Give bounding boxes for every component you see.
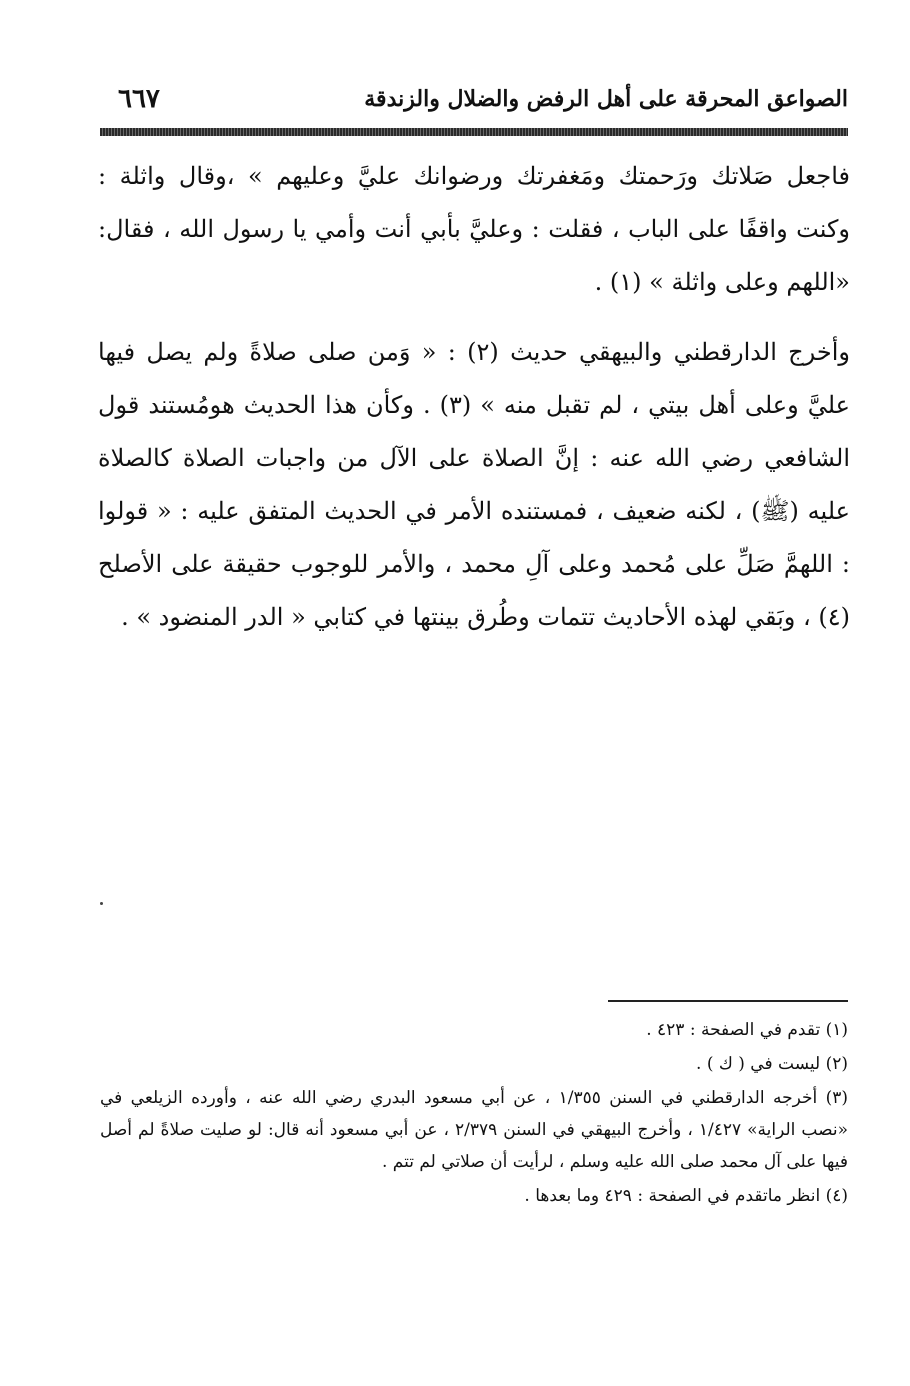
footnote: (١) تقدم في الصفحة : ٤٢٣ .: [646, 1020, 848, 1040]
page-header: [100, 82, 848, 122]
stray-mark: [100, 902, 103, 905]
main-text: [98, 150, 850, 644]
footnote: (٤) انظر ماتقدم في الصفحة : ٤٢٩ وما بعدها .: [524, 1186, 848, 1206]
header-rule: [100, 128, 848, 136]
page-number: ٦٦٧: [118, 84, 160, 114]
paragraph: وأخرج الدارقطني والبيهقي حديث (٢) : « وَمن صلى صلاةً ولم يصل فيها عليَّ وعلى أهل بيتي ، لم تقبل منه » (٣) . وكأن هذا الحديث هومُستند قول الشافعي رضي الله عنه : إنَّ الصلاة على الآل من واجبات الصلاة كالصلاة عليه (ﷺ) ، لكنه ضعيف ، فمستنده الأمر في الحديث المتفق عليه : « قولوا : اللهمَّ صَلِّ على مُحمد وعلى آلِ محمد ، والأمر للوجوب حقيقة على الأصلح (٤) ، وبَقي لهذه الأحاديث تتمات وطُرق بينتها في كتابي « الدر المنضود » .: [98, 338, 851, 631]
footnote: (٢) ليست في ( ك ) .: [696, 1054, 848, 1074]
running-title: الصواعق المحرقة على أهل الرفض والضلال والزندقة: [364, 86, 848, 112]
paragraph: فاجعل صَلاتك ورَحمتك ومَغفرتك ورضوانك عليَّ وعليهم » ،وقال واثلة : وكنت واقفًا على الباب ، فقلت : وعليَّ بأبي أنت وأمي يا رسول الله ، فقال: «اللهم وعلى واثلة » (١) .: [98, 162, 850, 296]
footnote: (٣) أخرجه الدارقطني في السنن ١/٣٥٥ ، عن أبي مسعود البدري رضي الله عنه ، وأورده الزيلعي في «نصب الراية» ١/٤٢٧ ، وأخرج البيهقي في السنن ٢/٣٧٩ ، عن أبي مسعود أنه قال: لو صليت صلاةً لم أصل فيها على آل محمد صلى الله عليه وسلم ، لرأيت أن صلاتي لم تتم .: [100, 1088, 848, 1172]
footnotes: [100, 1014, 848, 1214]
footnote-separator: [608, 1000, 848, 1002]
